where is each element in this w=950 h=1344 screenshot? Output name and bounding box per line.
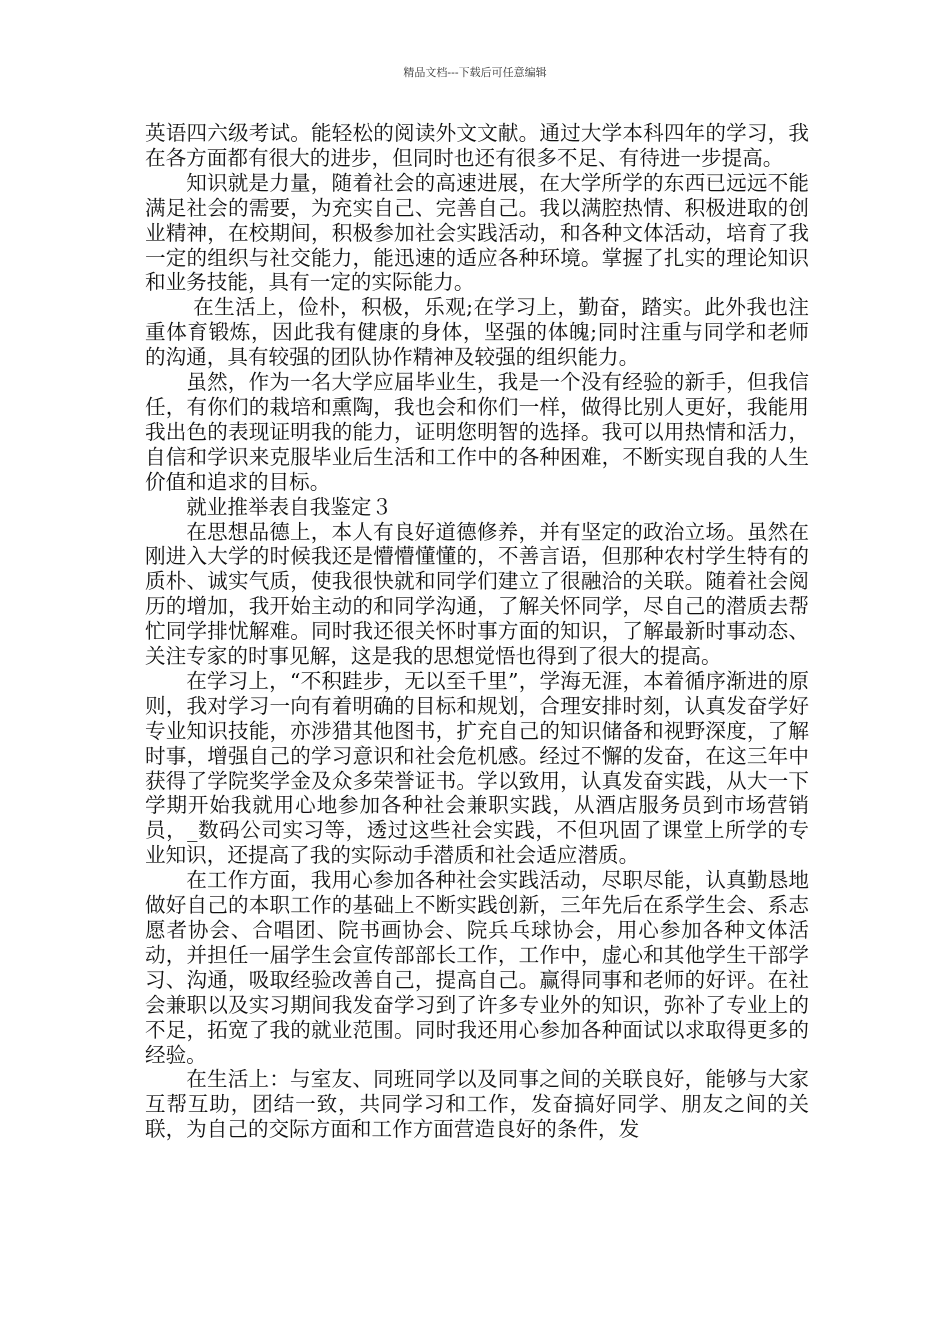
document-body: [145, 121, 809, 1142]
paragraph-5: 在思想品德上，本人有良好道德修养，并有坚定的政治立场。虽然在刚进入大学的时候我还是懵懵懂懂的，不善言语，但那种农村学生特有的质朴、诚实气质，使我很快就和同学们建立了很融洽的关联。随着社会阅历的增加，我开始主动的和同学沟通，了解关怀同学，尽自己的潜质去帮忙同学排忧解难。同时我还很关怀时事方面的知识，了解最新时事动态、关注专家的时事见解，这是我的思想觉悟也得到了很大的提高。: [145, 519, 809, 669]
paragraph-4: 虽然，作为一名大学应届毕业生，我是一个没有经验的新手，但我信任，有你们的栽培和熏陶，我也会和你们一样，做得比别人更好，我能用我出色的表现证明我的能力，证明您明智的选择。我可以用热情和活力，自信和学识来克服毕业后生活和工作中的各种困难，不断实现自我的人生价值和追求的目标。: [145, 370, 809, 494]
paragraph-3: 在生活上，俭朴，积极，乐观;在学习上，勤奋，踏实。此外我也注重体育锻炼，因此我有健康的身体，坚强的体魄;同时注重与同学和老师的沟通，具有较强的团队协作精神及较强的组织能力。: [145, 295, 810, 370]
paragraph-6: 在学习上，“不积跬步，无以至千里”，学海无涯，本着循序渐进的原则，我对学习一向有着明确的目标和规划，合理安排时刻，认真发奋学好专业知识技能，亦涉猎其他图书，扩充自己的知识储备和视野深度，了解时事，增强自己的学习意识和社会危机感。经过不懈的发奋，在这三年中获得了学院奖学金及众多荣誉证书。学以致用，认真发奋实践，从大一下学期开始我就用心地参加各种社会兼职实践，从酒店服务员到市场营销员，_数码公司实习等，透过这些社会实践，不但巩固了课堂上所学的专业知识，还提高了我的实际动手潜质和社会适应潜质。: [145, 668, 809, 868]
paragraph-7: 在工作方面，我用心参加各种社会实践活动，尽职尽能，认真勤恳地做好自己的本职工作的基础上不断实践创新，三年先后在系学生会、系志愿者协会、合唱团、院书画协会、院兵乓球协会，用心参加各种文体活动，并担任一届学生会宣传部部长工作，工作中，虚心和其他学生干部学习、沟通，吸取经验改善自己，提高自己。赢得同事和老师的好评。在社会兼职以及实习期间我发奋学习到了许多专业外的知识，弥补了专业上的不足，拓宽了我的就业范围。同时我还用心参加各种面试以求取得更多的经验。: [145, 868, 809, 1067]
paragraph-8: 在生活上：与室友、同班同学以及同事之间的关联良好，能够与大家互帮互助，团结一致，共同学习和工作，发奋搞好同学、朋友之间的关联，为自己的交际方面和工作方面营造良好的条件，发: [145, 1067, 809, 1142]
paragraph-1: 英语四六级考试。能轻松的阅读外文文献。通过大学本科四年的学习，我在各方面都有很大的进步，但同时也还有很多不足、有待进一步提高。: [145, 121, 809, 170]
section-heading: 就业推举表自我鉴定３: [186, 494, 393, 519]
page-header: 精品文档---下载后可任意编辑: [403, 66, 547, 79]
paragraph-2: 知识就是力量，随着社会的高速进展，在大学所学的东西已远远不能满足社会的需要，为充实自己、完善自己。我以满腔热情、积极进取的创业精神，在校期间，积极参加社会实践活动，和各种文体活动，培育了我一定的组织与社交能力，能迅速的适应各种环境。掌握了扎实的理论知识和业务技能，具有一定的实际能力。: [145, 170, 809, 295]
